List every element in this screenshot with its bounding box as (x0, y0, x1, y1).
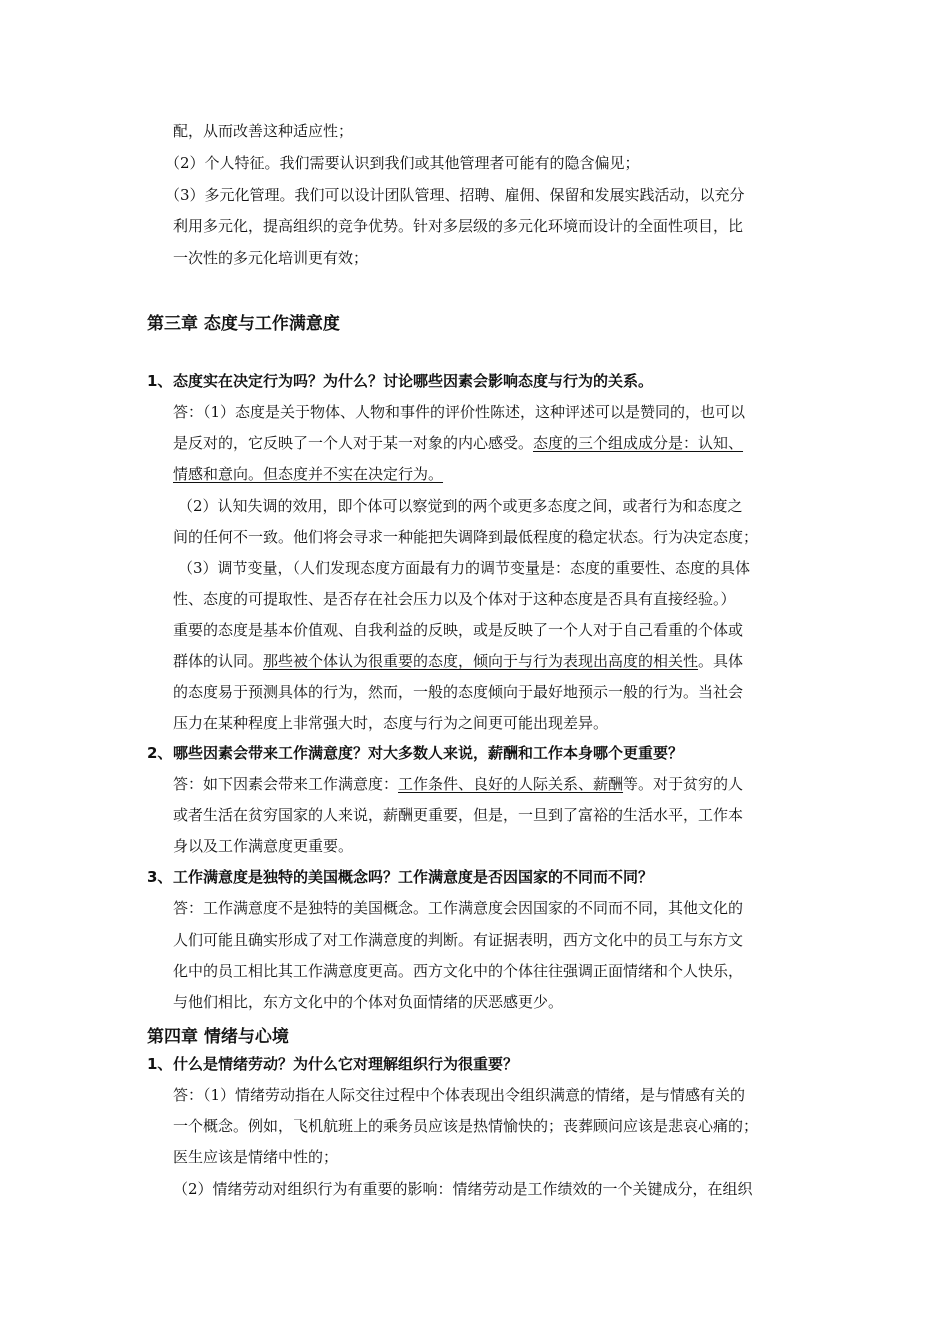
question-text: 工作满意度是独特的美国概念吗？工作满意度是否因国家的不同而不同？ (173, 868, 654, 886)
answer-line (173, 646, 743, 678)
paragraph-line: （3）多元化管理。我们可以设计团队管理、招聘、雇佣、保留和发展实践活动，以充分 (165, 186, 745, 204)
answer-line (173, 769, 743, 801)
answer-line: 压力在某种程度上非常强大时，态度与行为之间更可能出现差异。 (173, 714, 609, 732)
question-heading (147, 862, 653, 894)
question-heading (147, 738, 683, 770)
paragraph-line: （2）个人特征。我们需要认识到我们或其他管理者可能有的隐含偏见； (165, 154, 640, 172)
answer-line (173, 428, 743, 460)
answer-line: 医生应该是情绪中性的； (173, 1148, 339, 1166)
paragraph-line: 一次性的多元化培训更有效； (173, 249, 369, 267)
question-text: 哪些因素会带来工作满意度？对大多数人来说，薪酬和工作本身哪个更重要？ (173, 744, 684, 762)
answer-line: 化中的员工相比其工作满意度更高。西方文化中的个体往往强调正面情绪和个人快乐， (173, 962, 744, 980)
answer-text: 。具体 (698, 652, 744, 670)
answer-line: 重要的态度是基本价值观、自我利益的反映，或是反映了一个人对于自己看重的个体或 (173, 621, 744, 639)
answer-line: 答：（1）情绪劳动指在人际交往过程中个体表现出令组织满意的情绪，是与情感有关的 (173, 1086, 746, 1104)
answer-line: 答：（1）态度是关于物体、人物和事件的评价性陈述，这种评述可以是赞同的，也可以 (173, 403, 746, 421)
answer-line: （2）认知失调的效用，即个体可以察觉到的两个或更多态度之间，或者行为和态度之 (178, 497, 743, 515)
answer-text: 群体的认同。 (173, 652, 264, 670)
question-text: 什么是情绪劳动？为什么它对理解组织行为很重要？ (173, 1055, 519, 1073)
question-number: 3、 (147, 868, 173, 886)
answer-text: 答：如下因素会带来工作满意度： (173, 775, 399, 793)
paragraph-line: 配，从而改善这种适应性； (173, 122, 354, 140)
answer-line: 答：工作满意度不是独特的美国概念。工作满意度会因国家的不同而不同，其他文化的 (173, 899, 744, 917)
answer-line: （2）情绪劳动对组织行为有重要的影响：情绪劳动是工作绩效的一个关键成分，在组织 (173, 1180, 753, 1198)
answer-line (173, 459, 443, 491)
chapter-heading: 第三章 态度与工作满意度 (147, 314, 340, 334)
underlined-text: 情感和意向。但态度并不实在决定行为。 (173, 465, 444, 483)
answer-line: 一个概念。例如，飞机航班上的乘务员应该是热情愉快的；丧葬顾问应该是悲哀心痛的； (173, 1117, 759, 1135)
underlined-text: 态度的三个组成成分是：认知、 (533, 434, 744, 452)
question-number: 1、 (147, 372, 173, 390)
answer-text: 是反对的，它反映了一个人对于某一对象的内心感受。 (173, 434, 534, 452)
question-heading (147, 366, 653, 398)
paragraph-line: 利用多元化，提高组织的竞争优势。针对多层级的多元化环境而设计的全面性项目，比 (173, 217, 744, 235)
answer-text: 等。对于贫穷的人 (623, 775, 744, 793)
question-text: 态度实在决定行为吗？为什么？讨论哪些因素会影响态度与行为的关系。 (173, 372, 654, 390)
question-heading (147, 1049, 518, 1081)
chapter-heading: 第四章 情绪与心境 (147, 1027, 289, 1047)
question-number: 2、 (147, 744, 173, 762)
answer-line: 性、态度的可提取性、是否存在社会压力以及个体对于这种态度是否具有直接经验。） (173, 590, 736, 608)
answer-line: 身以及工作满意度更重要。 (173, 837, 354, 855)
answer-line: （3）调节变量，（人们发现态度方面最有力的调节变量是：态度的重要性、态度的具体 (178, 559, 751, 577)
answer-line: 间的任何不一致。他们将会寻求一种能把失调降到最低程度的稳定状态。行为决定态度； (173, 528, 759, 546)
question-number: 1、 (147, 1055, 173, 1073)
answer-line: 人们可能且确实形成了对工作满意度的判断。有证据表明，西方文化中的员工与东方文 (173, 931, 744, 949)
underlined-text: 工作条件、良好的人际关系、薪酬 (398, 775, 624, 793)
answer-line: 或者生活在贫穷国家的人来说，薪酬更重要，但是，一旦到了富裕的生活水平，工作本 (173, 806, 744, 824)
answer-line: 与他们相比，东方文化中的个体对负面情绪的厌恶感更少。 (173, 993, 564, 1011)
underlined-text: 那些被个体认为很重要的态度，倾向于与行为表现出高度的相关性 (263, 652, 699, 670)
answer-line: 的态度易于预测具体的行为，然而，一般的态度倾向于最好地预示一般的行为。当社会 (173, 683, 744, 701)
